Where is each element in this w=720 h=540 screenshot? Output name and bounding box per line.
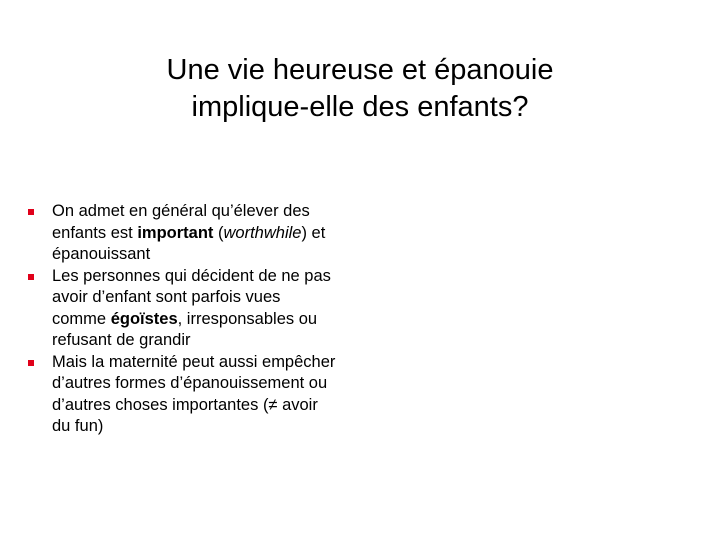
bullet-1-text-b: ( bbox=[213, 223, 224, 242]
bullet-text-3: Mais la maternité peut aussi empêcher d’autres formes d’épanouissement ou d’autres choses importantes (≠ avoir du fun) bbox=[52, 352, 336, 435]
slide-title bbox=[0, 52, 720, 126]
bullet-item-1 bbox=[28, 201, 338, 266]
bullet-2-bold-egoistes: égoïstes bbox=[110, 309, 178, 328]
bullet-item-2 bbox=[28, 266, 338, 352]
square-bullet-icon bbox=[28, 274, 34, 280]
bullet-2-text-b: , irresponsables ou refusant de grandir bbox=[52, 309, 318, 349]
bullet-2-text-a: Les personnes qui décident de ne pas avoir d’enfant sont parfois vues comme bbox=[52, 266, 331, 328]
title-line-2: implique-elle des enfants? bbox=[191, 91, 529, 123]
bullet-1-text-a: On admet en général qu’élever des enfants est bbox=[52, 202, 310, 242]
bullet-text-1 bbox=[52, 202, 325, 263]
square-bullet-icon bbox=[28, 209, 34, 215]
bullet-1-bold-important: important bbox=[137, 223, 214, 242]
square-bullet-icon bbox=[28, 360, 34, 366]
bullet-list bbox=[28, 201, 338, 438]
bullet-1-italic-worthwhile: worthwhile bbox=[223, 223, 302, 242]
bullet-text-2 bbox=[52, 267, 331, 350]
bullet-item-3 bbox=[28, 352, 338, 438]
bullet-1-text-c: ) et épanouissant bbox=[52, 223, 326, 263]
title-line-1: Une vie heureuse et épanouie bbox=[166, 54, 554, 86]
